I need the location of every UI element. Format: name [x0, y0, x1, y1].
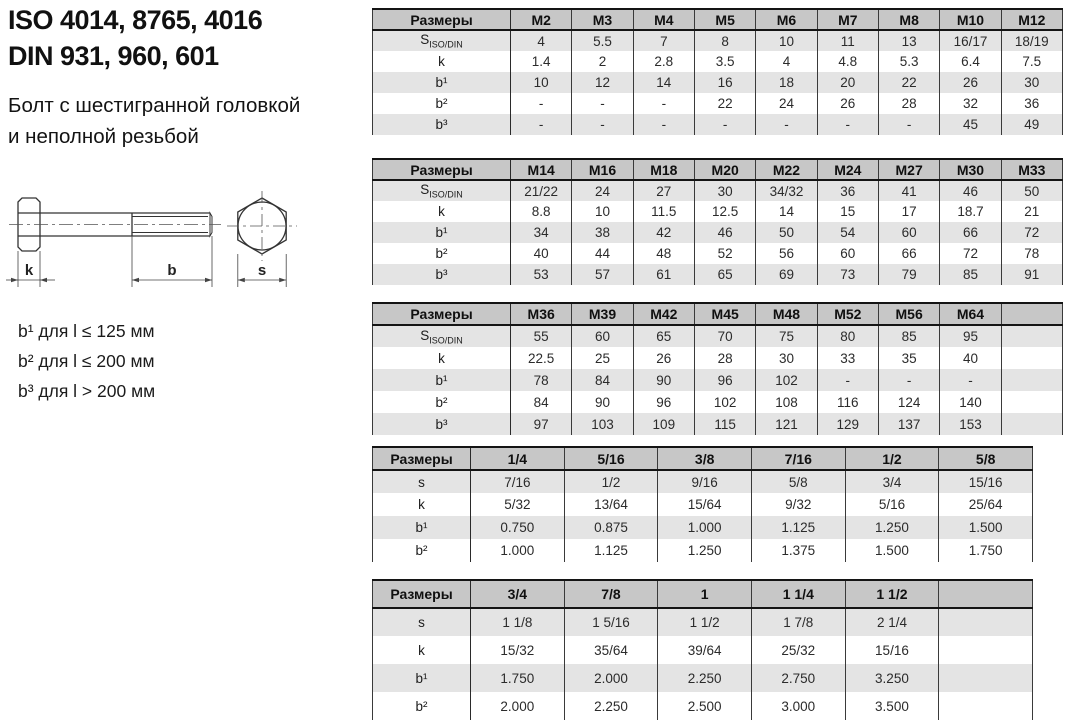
value-cell: 1.375: [751, 539, 845, 562]
title-din-line: DIN 931, 960, 601: [8, 41, 219, 71]
value-cell: 34/32: [756, 180, 817, 201]
value-cell: 44: [572, 243, 633, 264]
value-cell: 85: [940, 264, 1001, 285]
value-cell: 3.500: [845, 692, 939, 720]
row-label: b³: [373, 413, 511, 435]
value-cell: 1 1/8: [471, 608, 565, 636]
value-cell: 13/64: [564, 493, 658, 516]
value-cell: 56: [756, 243, 817, 264]
value-cell: -: [940, 369, 1001, 391]
value-cell: 66: [878, 243, 939, 264]
table-row: [373, 347, 1063, 369]
table-row: [373, 413, 1063, 435]
value-cell: 90: [633, 369, 694, 391]
value-cell: 121: [756, 413, 817, 435]
value-cell: 7/16: [471, 470, 565, 493]
table-row: [373, 264, 1063, 285]
value-cell: 60: [878, 222, 939, 243]
table-row: [373, 243, 1063, 264]
size-header: 1/2: [845, 447, 939, 470]
size-header: 5/8: [939, 447, 1033, 470]
value-cell: 26: [940, 72, 1001, 93]
value-cell: 4: [756, 51, 817, 72]
table-row: [373, 180, 1063, 201]
dimensions-header: Размеры: [373, 447, 471, 470]
value-cell: 3.5: [694, 51, 755, 72]
value-cell: 4: [511, 30, 572, 51]
size-header: M45: [694, 303, 755, 325]
value-cell: -: [633, 93, 694, 114]
value-cell: 1.500: [939, 516, 1033, 539]
value-cell: 35/64: [564, 636, 658, 664]
size-header: M48: [756, 303, 817, 325]
value-cell: 69: [756, 264, 817, 285]
value-cell: 78: [1001, 243, 1062, 264]
value-cell: [939, 636, 1033, 664]
table-row: [373, 72, 1063, 93]
value-cell: 5/32: [471, 493, 565, 516]
row-label: k: [373, 493, 471, 516]
value-cell: 1.250: [658, 539, 752, 562]
value-cell: 8: [694, 30, 755, 51]
value-cell: -: [511, 114, 572, 135]
value-cell: 5.5: [572, 30, 633, 51]
value-cell: 15/32: [471, 636, 565, 664]
table-row: [373, 369, 1063, 391]
size-tables-column: [372, 0, 1063, 720]
value-cell: 15/64: [658, 493, 752, 516]
value-cell: 7.5: [1001, 51, 1062, 72]
size-header: M18: [633, 159, 694, 180]
value-cell: 50: [756, 222, 817, 243]
value-cell: 30: [756, 347, 817, 369]
value-cell: -: [817, 369, 878, 391]
size-header: 7/8: [564, 580, 658, 608]
value-cell: 1 5/16: [564, 608, 658, 636]
title-iso-line: ISO 4014, 8765, 4016: [8, 5, 263, 35]
dimensions-header: Размеры: [373, 159, 511, 180]
value-cell: 41: [878, 180, 939, 201]
value-cell: 9/16: [658, 470, 752, 493]
value-cell: 3/4: [845, 470, 939, 493]
size-header: 5/16: [564, 447, 658, 470]
dim-label-k: k: [24, 262, 34, 279]
footnote-b2: b² для l ≤ 200 мм: [18, 351, 155, 371]
size-header: M2: [511, 9, 572, 30]
value-cell: 5/8: [751, 470, 845, 493]
row-label: $S_{ISO/DIN}$: [373, 325, 511, 347]
bolt-drawing: [5, 188, 345, 323]
value-cell: 26: [633, 347, 694, 369]
size-table: [372, 446, 1033, 562]
row-label: b¹: [373, 664, 471, 692]
size-header: M5: [694, 9, 755, 30]
value-cell: 18.7: [940, 201, 1001, 222]
value-cell: 16: [694, 72, 755, 93]
value-cell: 12.5: [694, 201, 755, 222]
value-cell: 78: [511, 369, 572, 391]
value-cell: 18: [756, 72, 817, 93]
size-header: M27: [878, 159, 939, 180]
value-cell: 2.8: [633, 51, 694, 72]
table-row: [373, 608, 1033, 636]
value-cell: 27: [633, 180, 694, 201]
subtitle-line-2: и неполной резьбой: [8, 125, 199, 148]
value-cell: 1.4: [511, 51, 572, 72]
footnote-b1: b¹ для l ≤ 125 мм: [18, 321, 155, 341]
value-cell: -: [511, 93, 572, 114]
value-cell: 1 7/8: [751, 608, 845, 636]
size-header: M6: [756, 9, 817, 30]
value-cell: [1001, 369, 1062, 391]
value-cell: 25/64: [939, 493, 1033, 516]
value-cell: 32: [940, 93, 1001, 114]
value-cell: 24: [756, 93, 817, 114]
value-cell: 85: [878, 325, 939, 347]
row-label: $S_{ISO/DIN}$: [373, 30, 511, 51]
value-cell: 8.8: [511, 201, 572, 222]
dimensions-header: Размеры: [373, 303, 511, 325]
value-cell: -: [572, 93, 633, 114]
table-row: [373, 664, 1033, 692]
table-row: [373, 636, 1033, 664]
value-cell: 137: [878, 413, 939, 435]
value-cell: 22: [694, 93, 755, 114]
row-label: b¹: [373, 222, 511, 243]
table-row: [373, 51, 1063, 72]
value-cell: 1 1/2: [658, 608, 752, 636]
value-cell: 35: [878, 347, 939, 369]
row-label: s: [373, 470, 471, 493]
value-cell: 40: [940, 347, 1001, 369]
value-cell: 2.250: [564, 692, 658, 720]
size-header: 3/8: [658, 447, 752, 470]
value-cell: 96: [633, 391, 694, 413]
value-cell: 1.000: [471, 539, 565, 562]
value-cell: 72: [1001, 222, 1062, 243]
table-row: [373, 470, 1033, 493]
value-cell: [1001, 325, 1062, 347]
value-cell: 40: [511, 243, 572, 264]
table-row: [373, 539, 1033, 562]
size-header: 1/4: [471, 447, 565, 470]
value-cell: 96: [694, 369, 755, 391]
value-cell: 2.000: [471, 692, 565, 720]
row-label: $S_{ISO/DIN}$: [373, 180, 511, 201]
row-label: k: [373, 347, 511, 369]
value-cell: 108: [756, 391, 817, 413]
value-cell: 6.4: [940, 51, 1001, 72]
value-cell: 3.000: [751, 692, 845, 720]
size-table: [372, 158, 1063, 285]
value-cell: 11.5: [633, 201, 694, 222]
value-cell: 20: [817, 72, 878, 93]
table-row: [373, 391, 1063, 413]
table-metric-m2-m12: [372, 8, 1063, 135]
value-cell: 21: [1001, 201, 1062, 222]
value-cell: 5.3: [878, 51, 939, 72]
value-cell: 115: [694, 413, 755, 435]
size-header: M3: [572, 9, 633, 30]
table-row: [373, 222, 1063, 243]
size-header: 1 1/4: [751, 580, 845, 608]
value-cell: 65: [694, 264, 755, 285]
value-cell: 95: [940, 325, 1001, 347]
value-cell: [1001, 347, 1062, 369]
table-imperial-1-4-to-5-8: [372, 446, 1033, 562]
size-header: M10: [940, 9, 1001, 30]
value-cell: 0.875: [564, 516, 658, 539]
value-cell: 15: [817, 201, 878, 222]
value-cell: 79: [878, 264, 939, 285]
size-header: M64: [940, 303, 1001, 325]
value-cell: 46: [694, 222, 755, 243]
value-cell: 34: [511, 222, 572, 243]
value-cell: [1001, 413, 1062, 435]
footnote-b3: b³ для l > 200 мм: [18, 381, 156, 401]
value-cell: 75: [756, 325, 817, 347]
size-table: [372, 302, 1063, 435]
value-cell: 21/22: [511, 180, 572, 201]
value-cell: 91: [1001, 264, 1062, 285]
size-table: [372, 579, 1033, 720]
value-cell: 1.125: [751, 516, 845, 539]
footnotes: [18, 316, 155, 406]
value-cell: 15/16: [845, 636, 939, 664]
size-header: M24: [817, 159, 878, 180]
size-header: M16: [572, 159, 633, 180]
table-row: [373, 114, 1063, 135]
table-row: [373, 30, 1063, 51]
value-cell: -: [878, 369, 939, 391]
value-cell: -: [878, 114, 939, 135]
table-imperial-3-4-to-1-1-2: [372, 579, 1033, 720]
value-cell: -: [756, 114, 817, 135]
value-cell: 45: [940, 114, 1001, 135]
value-cell: 25: [572, 347, 633, 369]
value-cell: 3.250: [845, 664, 939, 692]
value-cell: 72: [940, 243, 1001, 264]
value-cell: [939, 664, 1033, 692]
value-cell: 1/2: [564, 470, 658, 493]
value-cell: 36: [1001, 93, 1062, 114]
value-cell: 16/17: [940, 30, 1001, 51]
value-cell: 48: [633, 243, 694, 264]
value-cell: 84: [572, 369, 633, 391]
table-metric-m14-m33: [372, 158, 1063, 285]
value-cell: 1.750: [939, 539, 1033, 562]
size-header: M42: [633, 303, 694, 325]
row-label: b²: [373, 539, 471, 562]
value-cell: 1.000: [658, 516, 752, 539]
value-cell: 12: [572, 72, 633, 93]
table-row: [373, 93, 1063, 114]
value-cell: 2 1/4: [845, 608, 939, 636]
value-cell: 25/32: [751, 636, 845, 664]
value-cell: 1.125: [564, 539, 658, 562]
value-cell: 10: [572, 201, 633, 222]
size-header: M7: [817, 9, 878, 30]
size-header: M14: [511, 159, 572, 180]
value-cell: 17: [878, 201, 939, 222]
value-cell: 2.500: [658, 692, 752, 720]
value-cell: 61: [633, 264, 694, 285]
value-cell: 5/16: [845, 493, 939, 516]
size-header: M20: [694, 159, 755, 180]
value-cell: 57: [572, 264, 633, 285]
value-cell: 70: [694, 325, 755, 347]
value-cell: 1.500: [845, 539, 939, 562]
subtitle-line-1: Болт с шестигранной головкой: [8, 94, 301, 117]
value-cell: 103: [572, 413, 633, 435]
page-subtitle: [8, 90, 300, 152]
value-cell: 60: [817, 243, 878, 264]
value-cell: 2.750: [751, 664, 845, 692]
value-cell: 90: [572, 391, 633, 413]
page-title: [8, 2, 262, 74]
value-cell: 66: [940, 222, 1001, 243]
row-label: b²: [373, 243, 511, 264]
value-cell: 65: [633, 325, 694, 347]
value-cell: 55: [511, 325, 572, 347]
dimensions-header: Размеры: [373, 9, 511, 30]
value-cell: 15/16: [939, 470, 1033, 493]
size-header: [1001, 303, 1062, 325]
value-cell: 38: [572, 222, 633, 243]
row-label: k: [373, 51, 511, 72]
value-cell: 53: [511, 264, 572, 285]
size-table: [372, 8, 1063, 135]
value-cell: 4.8: [817, 51, 878, 72]
value-cell: 2.250: [658, 664, 752, 692]
value-cell: 33: [817, 347, 878, 369]
value-cell: 52: [694, 243, 755, 264]
table-row: [373, 692, 1033, 720]
row-label: b²: [373, 391, 511, 413]
value-cell: 42: [633, 222, 694, 243]
row-label: b³: [373, 264, 511, 285]
size-header: 3/4: [471, 580, 565, 608]
value-cell: 129: [817, 413, 878, 435]
size-header: M22: [756, 159, 817, 180]
size-header: M4: [633, 9, 694, 30]
row-label: b¹: [373, 72, 511, 93]
size-header: 1: [658, 580, 752, 608]
value-cell: 2: [572, 51, 633, 72]
size-header: M33: [1001, 159, 1062, 180]
table-row: [373, 493, 1033, 516]
dim-label-s: s: [257, 262, 267, 279]
value-cell: 30: [694, 180, 755, 201]
size-header: M8: [878, 9, 939, 30]
value-cell: 109: [633, 413, 694, 435]
value-cell: [939, 608, 1033, 636]
value-cell: 14: [756, 201, 817, 222]
value-cell: 73: [817, 264, 878, 285]
row-label: b²: [373, 692, 471, 720]
value-cell: 26: [817, 93, 878, 114]
value-cell: -: [817, 114, 878, 135]
value-cell: 10: [756, 30, 817, 51]
value-cell: 13: [878, 30, 939, 51]
value-cell: 60: [572, 325, 633, 347]
value-cell: 124: [878, 391, 939, 413]
value-cell: 2.000: [564, 664, 658, 692]
value-cell: [939, 692, 1033, 720]
value-cell: 140: [940, 391, 1001, 413]
value-cell: 1.250: [845, 516, 939, 539]
value-cell: -: [633, 114, 694, 135]
value-cell: 10: [511, 72, 572, 93]
row-label: k: [373, 201, 511, 222]
value-cell: 54: [817, 222, 878, 243]
value-cell: -: [694, 114, 755, 135]
value-cell: 153: [940, 413, 1001, 435]
size-header: M12: [1001, 9, 1062, 30]
size-header: M52: [817, 303, 878, 325]
value-cell: 36: [817, 180, 878, 201]
table-row: [373, 325, 1063, 347]
row-label: b¹: [373, 369, 511, 391]
value-cell: 9/32: [751, 493, 845, 516]
value-cell: 116: [817, 391, 878, 413]
table-row: [373, 201, 1063, 222]
table-metric-m36-m64: [372, 302, 1063, 435]
value-cell: 7: [633, 30, 694, 51]
size-header: 7/16: [751, 447, 845, 470]
row-label: k: [373, 636, 471, 664]
value-cell: [1001, 391, 1062, 413]
size-header: M36: [511, 303, 572, 325]
value-cell: 11: [817, 30, 878, 51]
value-cell: 49: [1001, 114, 1062, 135]
size-header: M56: [878, 303, 939, 325]
value-cell: 46: [940, 180, 1001, 201]
dimensions-header: Размеры: [373, 580, 471, 608]
row-label: b¹: [373, 516, 471, 539]
value-cell: 1.750: [471, 664, 565, 692]
value-cell: 0.750: [471, 516, 565, 539]
value-cell: -: [572, 114, 633, 135]
value-cell: 84: [511, 391, 572, 413]
dim-label-b: b: [167, 262, 177, 279]
value-cell: 30: [1001, 72, 1062, 93]
value-cell: 24: [572, 180, 633, 201]
row-label: b³: [373, 114, 511, 135]
size-header: [939, 580, 1033, 608]
size-header: 1 1/2: [845, 580, 939, 608]
value-cell: 28: [878, 93, 939, 114]
value-cell: 14: [633, 72, 694, 93]
row-label: b²: [373, 93, 511, 114]
size-header: M39: [572, 303, 633, 325]
value-cell: 28: [694, 347, 755, 369]
value-cell: 80: [817, 325, 878, 347]
table-row: [373, 516, 1033, 539]
value-cell: 22: [878, 72, 939, 93]
value-cell: 102: [694, 391, 755, 413]
value-cell: 102: [756, 369, 817, 391]
value-cell: 50: [1001, 180, 1062, 201]
row-label: s: [373, 608, 471, 636]
size-header: M30: [940, 159, 1001, 180]
value-cell: 39/64: [658, 636, 752, 664]
value-cell: 18/19: [1001, 30, 1062, 51]
value-cell: 22.5: [511, 347, 572, 369]
value-cell: 97: [511, 413, 572, 435]
